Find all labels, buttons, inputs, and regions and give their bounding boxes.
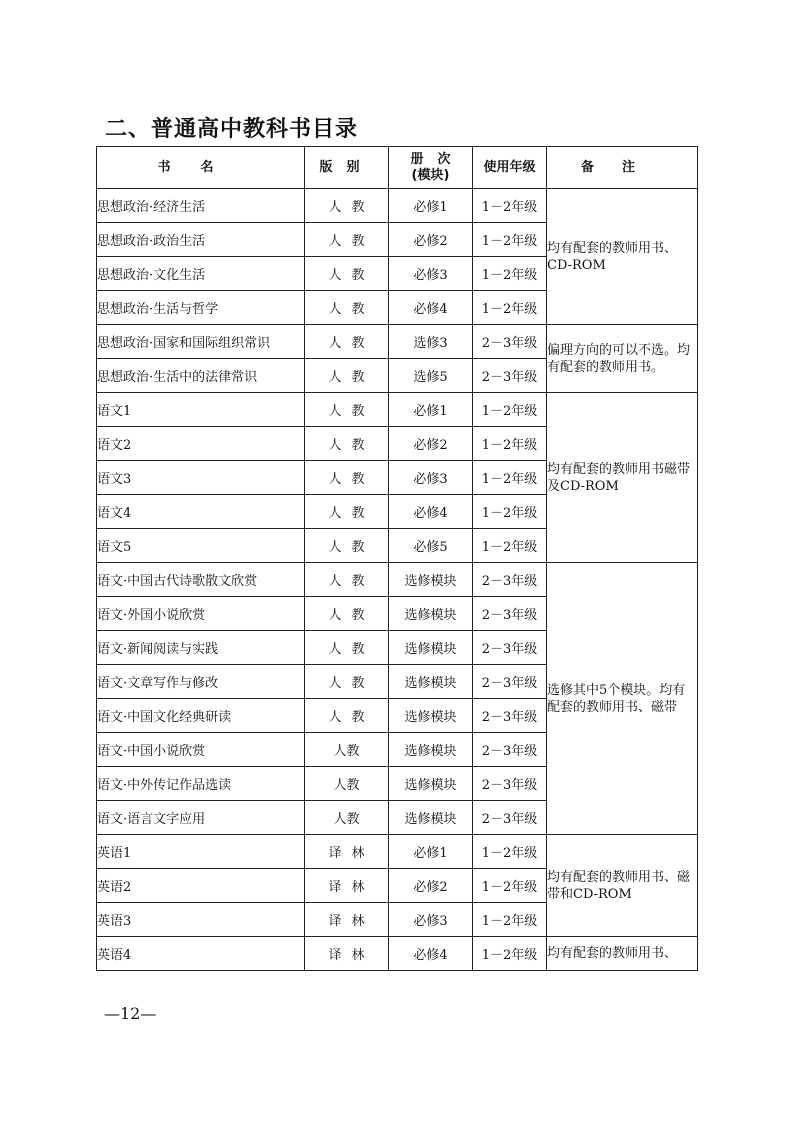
book-name-cell: 语文·语言文字应用	[97, 801, 305, 835]
publisher-cell: 人教	[305, 597, 389, 631]
header-volume-sub: (模块)	[411, 167, 450, 183]
publisher-cell: 人教	[305, 563, 389, 597]
header-note: 备注	[547, 147, 698, 189]
grade-cell: 1－2年级	[473, 257, 547, 291]
grade-cell: 2－3年级	[473, 699, 547, 733]
publisher-cell: 人教	[305, 699, 389, 733]
note-cell: 均有配套的教师用书、	[547, 937, 698, 971]
table-header-row	[97, 147, 698, 189]
publisher-cell: 人教	[305, 767, 389, 801]
book-name-cell: 语文3	[97, 461, 305, 495]
volume-cell: 必修2	[389, 223, 473, 257]
grade-cell: 1－2年级	[473, 223, 547, 257]
volume-cell: 必修3	[389, 461, 473, 495]
book-name-cell: 语文5	[97, 529, 305, 563]
publisher-cell: 人教	[305, 189, 389, 223]
publisher-cell: 译林	[305, 869, 389, 903]
book-name-cell: 思想政治·文化生活	[97, 257, 305, 291]
book-name-cell: 思想政治·生活与哲学	[97, 291, 305, 325]
volume-cell: 必修1	[389, 393, 473, 427]
header-volume	[389, 147, 473, 189]
grade-cell: 2－3年级	[473, 359, 547, 393]
header-publisher: 版别	[305, 147, 389, 189]
grade-cell: 1－2年级	[473, 427, 547, 461]
grade-cell: 2－3年级	[473, 801, 547, 835]
book-name-cell: 英语3	[97, 903, 305, 937]
book-name-cell: 语文·中国古代诗歌散文欣赏	[97, 563, 305, 597]
grade-cell: 1－2年级	[473, 529, 547, 563]
header-grade: 使用年级	[473, 147, 547, 189]
grade-cell: 2－3年级	[473, 733, 547, 767]
grade-cell: 1－2年级	[473, 461, 547, 495]
grade-cell: 1－2年级	[473, 903, 547, 937]
volume-cell: 必修3	[389, 257, 473, 291]
page-title: 二、普通高中教科书目录	[105, 117, 359, 142]
publisher-cell: 人教	[305, 427, 389, 461]
volume-cell: 必修3	[389, 903, 473, 937]
volume-cell: 必修5	[389, 529, 473, 563]
volume-cell: 必修4	[389, 495, 473, 529]
book-name-cell: 英语2	[97, 869, 305, 903]
volume-cell: 必修1	[389, 189, 473, 223]
note-cell: 均有配套的教师用书、磁带和CD-ROM	[547, 835, 698, 937]
publisher-cell: 人教	[305, 223, 389, 257]
grade-cell: 1－2年级	[473, 835, 547, 869]
book-name-cell: 思想政治·政治生活	[97, 223, 305, 257]
book-name-cell: 英语4	[97, 937, 305, 971]
volume-cell: 必修1	[389, 835, 473, 869]
volume-cell: 必修4	[389, 937, 473, 971]
grade-cell: 1－2年级	[473, 495, 547, 529]
publisher-cell: 人教	[305, 461, 389, 495]
header-volume-label: 册次	[410, 151, 465, 167]
book-name-cell: 语文2	[97, 427, 305, 461]
book-name-cell: 语文·中国小说欣赏	[97, 733, 305, 767]
publisher-cell: 人教	[305, 291, 389, 325]
publisher-cell: 人教	[305, 631, 389, 665]
publisher-cell: 人教	[305, 529, 389, 563]
volume-cell: 选修模块	[389, 597, 473, 631]
table-row	[97, 325, 698, 359]
volume-cell: 选修模块	[389, 665, 473, 699]
volume-cell: 选修模块	[389, 767, 473, 801]
volume-cell: 选修3	[389, 325, 473, 359]
table-row	[97, 189, 698, 223]
publisher-cell: 人教	[305, 325, 389, 359]
publisher-cell: 译林	[305, 903, 389, 937]
publisher-cell: 人教	[305, 733, 389, 767]
grade-cell: 2－3年级	[473, 631, 547, 665]
book-name-cell: 思想政治·生活中的法律常识	[97, 359, 305, 393]
grade-cell: 1－2年级	[473, 189, 547, 223]
book-name-cell: 思想政治·国家和国际组织常识	[97, 325, 305, 359]
textbook-catalog-table	[96, 146, 698, 971]
publisher-cell: 人教	[305, 665, 389, 699]
book-name-cell: 语文·文章写作与修改	[97, 665, 305, 699]
publisher-cell: 译林	[305, 835, 389, 869]
volume-cell: 必修2	[389, 869, 473, 903]
grade-cell: 2－3年级	[473, 597, 547, 631]
book-name-cell: 思想政治·经济生活	[97, 189, 305, 223]
publisher-cell: 人教	[305, 495, 389, 529]
grade-cell: 2－3年级	[473, 665, 547, 699]
volume-cell: 必修4	[389, 291, 473, 325]
grade-cell: 1－2年级	[473, 291, 547, 325]
book-name-cell: 语文·中国文化经典研读	[97, 699, 305, 733]
book-name-cell: 语文·新闻阅读与实践	[97, 631, 305, 665]
header-book-name: 书名	[97, 147, 305, 189]
volume-cell: 选修模块	[389, 801, 473, 835]
publisher-cell: 人教	[305, 359, 389, 393]
grade-cell: 1－2年级	[473, 393, 547, 427]
page-number: —12—	[104, 1004, 157, 1023]
grade-cell: 1－2年级	[473, 869, 547, 903]
book-name-cell: 语文·外国小说欣赏	[97, 597, 305, 631]
note-cell: 选修其中5个模块。均有配套的教师用书、磁带	[547, 563, 698, 835]
volume-cell: 必修2	[389, 427, 473, 461]
table-row	[97, 835, 698, 869]
volume-cell: 选修模块	[389, 563, 473, 597]
note-cell: 均有配套的教师用书磁带及CD-ROM	[547, 393, 698, 563]
book-name-cell: 语文·中外传记作品选读	[97, 767, 305, 801]
publisher-cell: 人教	[305, 393, 389, 427]
publisher-cell: 译林	[305, 937, 389, 971]
grade-cell: 2－3年级	[473, 563, 547, 597]
volume-cell: 选修模块	[389, 733, 473, 767]
volume-cell: 选修模块	[389, 631, 473, 665]
book-name-cell: 语文1	[97, 393, 305, 427]
table-row	[97, 937, 698, 971]
volume-cell: 选修5	[389, 359, 473, 393]
table-row	[97, 393, 698, 427]
book-name-cell: 语文4	[97, 495, 305, 529]
publisher-cell: 人教	[305, 801, 389, 835]
publisher-cell: 人教	[305, 257, 389, 291]
volume-cell: 选修模块	[389, 699, 473, 733]
note-cell: 均有配套的教师用书、CD-ROM	[547, 189, 698, 325]
grade-cell: 2－3年级	[473, 767, 547, 801]
table-row	[97, 563, 698, 597]
grade-cell: 1－2年级	[473, 937, 547, 971]
book-name-cell: 英语1	[97, 835, 305, 869]
table-body	[97, 189, 698, 971]
note-cell: 偏理方向的可以不选。均有配套的教师用书。	[547, 325, 698, 393]
grade-cell: 2－3年级	[473, 325, 547, 359]
